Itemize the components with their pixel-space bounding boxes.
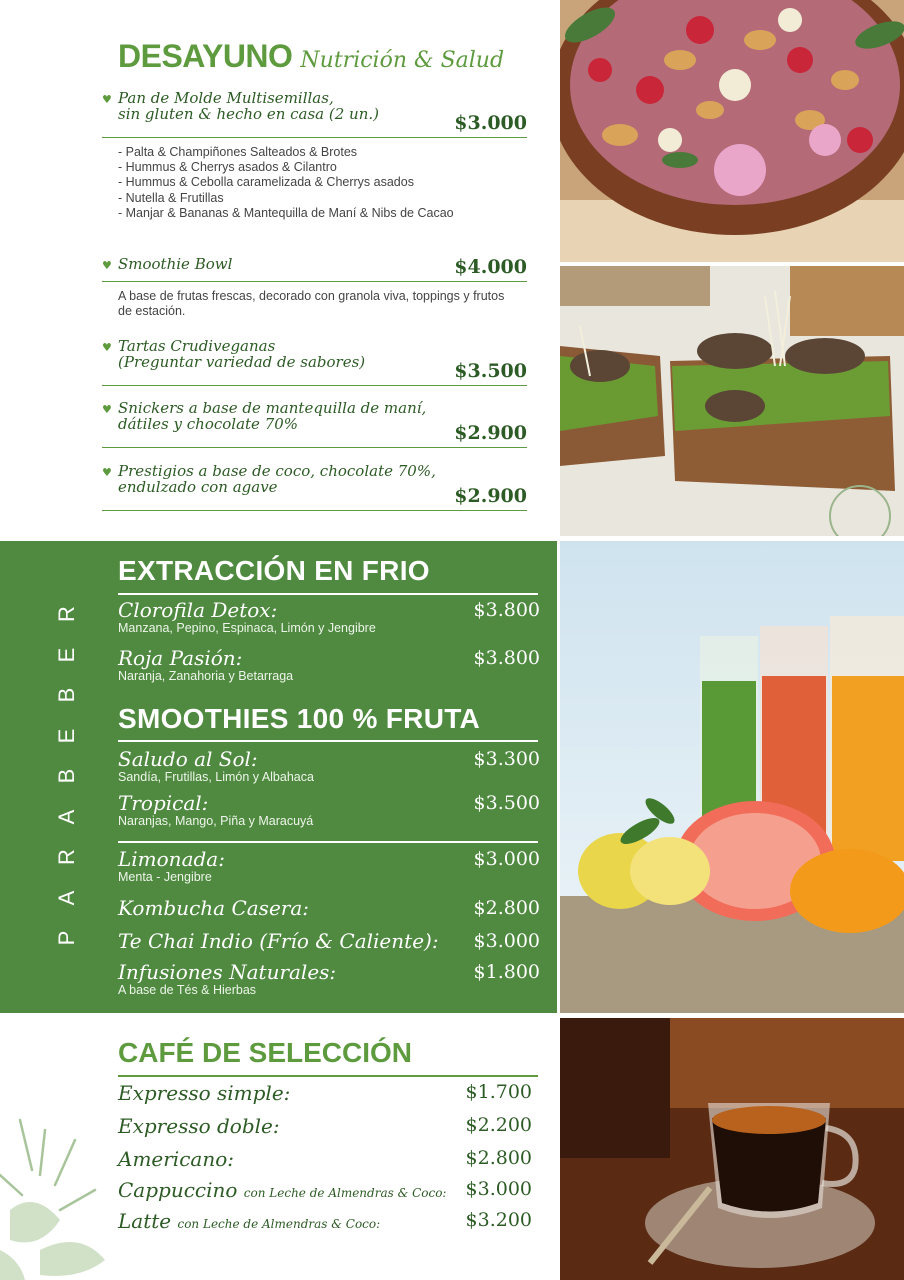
drink-price: $3.800 — [473, 647, 540, 669]
menu-item-tartas — [102, 338, 527, 386]
drink-price: $3.000 — [473, 848, 540, 870]
coffee-price: $2.800 — [465, 1147, 532, 1169]
coffee-cappuccino — [118, 1178, 538, 1202]
coffee-expresso-simple — [118, 1081, 538, 1105]
drink-te-chai — [118, 930, 540, 952]
leaf-decoration-icon — [0, 1100, 120, 1280]
juices-citrus-photo — [560, 541, 904, 1013]
item-price: $4.000 — [454, 256, 527, 278]
item-price: $3.000 — [454, 112, 527, 134]
item-name: Smoothie Bowl — [118, 255, 233, 273]
coffee-name: Americano: — [118, 1147, 234, 1171]
heart-bullet-icon: ♥ — [102, 466, 112, 479]
drink-name: Infusiones Naturales: — [118, 960, 337, 984]
side-letter: A — [54, 890, 79, 905]
heart-bullet-icon: ♥ — [102, 259, 112, 272]
side-letter: B — [54, 768, 79, 784]
drink-name: Te Chai Indio (Frío & Caliente): — [118, 929, 439, 953]
side-letter: B — [54, 687, 79, 703]
coffee-name-text: Cappuccino — [118, 1178, 238, 1202]
pan-options-list — [118, 145, 454, 221]
drink-limonada — [118, 848, 540, 884]
desayuno-subtitle: Nutrición & Salud — [300, 48, 505, 73]
coffee-price: $2.200 — [465, 1114, 532, 1136]
coffee-name: Expresso doble: — [118, 1114, 280, 1138]
coffee-expresso-doble — [118, 1114, 538, 1138]
avocado-toast-photo — [560, 266, 904, 536]
drink-price: $3.800 — [473, 599, 540, 621]
drink-price: $2.800 — [473, 897, 540, 919]
desayuno-section — [0, 0, 557, 538]
smoothie-description: A base de frutas frescas, decorado con granola viva, toppings y frutos de estación. — [118, 289, 505, 318]
coffee-name-text: Latte — [118, 1209, 172, 1233]
menu-item-prestigios — [102, 463, 527, 511]
item-name: Tartas Crudiveganas (Preguntar variedad de sabores) — [118, 337, 366, 371]
coffee-extra: con Leche de Almendras & Coco: — [243, 1186, 447, 1200]
item-name: Pan de Molde Multisemillas, sin gluten & hecho en casa (2 un.) — [118, 89, 379, 123]
drink-name: Limonada: — [118, 847, 225, 871]
coffee-name — [118, 1209, 380, 1233]
side-letter: P — [54, 930, 79, 946]
drink-name: Roja Pasión: — [118, 646, 243, 670]
drink-desc: Naranjas, Mango, Piña y Maracuyá — [118, 814, 314, 828]
acai-bowl-photo — [560, 0, 904, 262]
divider — [118, 1075, 538, 1077]
coffee-name — [118, 1178, 446, 1202]
coffee-price: $3.000 — [465, 1178, 532, 1200]
drink-price: $1.800 — [473, 961, 540, 983]
drink-infusiones — [118, 961, 540, 997]
drink-desc: A base de Tés & Hierbas — [118, 983, 257, 997]
desayuno-heading — [118, 38, 504, 75]
drink-price: $3.300 — [473, 748, 540, 770]
coffee-name: Expresso simple: — [118, 1081, 291, 1105]
drink-price: $3.500 — [473, 792, 540, 814]
list-item: - Manjar & Bananas & Mantequilla de Maní & Nibs de Cacao — [118, 205, 454, 220]
side-letter: E — [54, 728, 79, 743]
drink-name: Kombucha Casera: — [118, 896, 310, 920]
item-price: $3.500 — [454, 360, 527, 382]
drink-name: Tropical: — [118, 791, 209, 815]
drink-name: Clorofila Detox: — [118, 598, 278, 622]
espresso-cup-photo — [560, 1018, 904, 1280]
menu-item-smoothie-bowl — [102, 256, 527, 282]
heart-bullet-icon: ♥ — [102, 341, 112, 354]
side-letter: E — [54, 647, 79, 662]
coffee-americano — [118, 1147, 538, 1171]
drink-clorofila — [118, 599, 540, 635]
drink-name: Saludo al Sol: — [118, 747, 258, 771]
drink-tropical — [118, 792, 540, 828]
menu-item-snickers — [102, 400, 527, 448]
cafe-title: CAFÉ DE SELECCIÓN — [118, 1037, 413, 1068]
coffee-price: $3.200 — [465, 1209, 532, 1231]
menu-item-pan — [102, 90, 527, 138]
side-letter: R — [54, 849, 79, 865]
drink-desc: Manzana, Pepino, Espinaca, Limón y Jengibre — [118, 621, 376, 635]
list-item: - Palta & Champiñones Salteados & Brotes — [118, 145, 358, 159]
side-letter: R — [54, 606, 79, 622]
coffee-extra: con Leche de Almendras & Coco: — [177, 1217, 381, 1231]
para-beber-section — [0, 541, 557, 1013]
divider — [118, 593, 538, 595]
extraccion-title: EXTRACCIÓN EN FRIO — [118, 555, 430, 586]
item-name: Prestigios a base de coco, chocolate 70%, endulzado con agave — [118, 462, 436, 496]
drink-desc: Naranja, Zanahoria y Betarraga — [118, 669, 294, 683]
heart-bullet-icon: ♥ — [102, 93, 112, 106]
list-item: - Hummus & Cebolla caramelizada & Cherrys asados — [118, 175, 414, 190]
coffee-latte — [118, 1209, 538, 1233]
drink-desc: Menta - Jengibre — [118, 870, 212, 884]
smoothies-title: SMOOTHIES 100 % FRUTA — [118, 703, 481, 734]
list-item: - Hummus & Cherrys asados & Cilantro — [118, 160, 337, 175]
divider — [118, 841, 538, 843]
list-item: - Nutella & Frutillas — [118, 190, 224, 205]
drink-roja-pasion — [118, 647, 540, 683]
item-name: Snickers a base de mantequilla de maní, dátiles y chocolate 70% — [118, 399, 427, 433]
drink-kombucha — [118, 897, 540, 919]
para-beber-side-label — [52, 601, 82, 951]
heart-bullet-icon: ♥ — [102, 403, 112, 416]
drink-price: $3.000 — [473, 930, 540, 952]
item-price: $2.900 — [454, 422, 527, 444]
drink-desc: Sandía, Frutillas, Limón y Albahaca — [118, 770, 314, 784]
coffee-price: $1.700 — [465, 1081, 532, 1103]
drink-saludo-al-sol — [118, 748, 540, 784]
item-price: $2.900 — [454, 485, 527, 507]
desayuno-title: DESAYUNO — [118, 38, 293, 74]
divider — [118, 740, 538, 742]
side-letter: A — [54, 809, 79, 824]
